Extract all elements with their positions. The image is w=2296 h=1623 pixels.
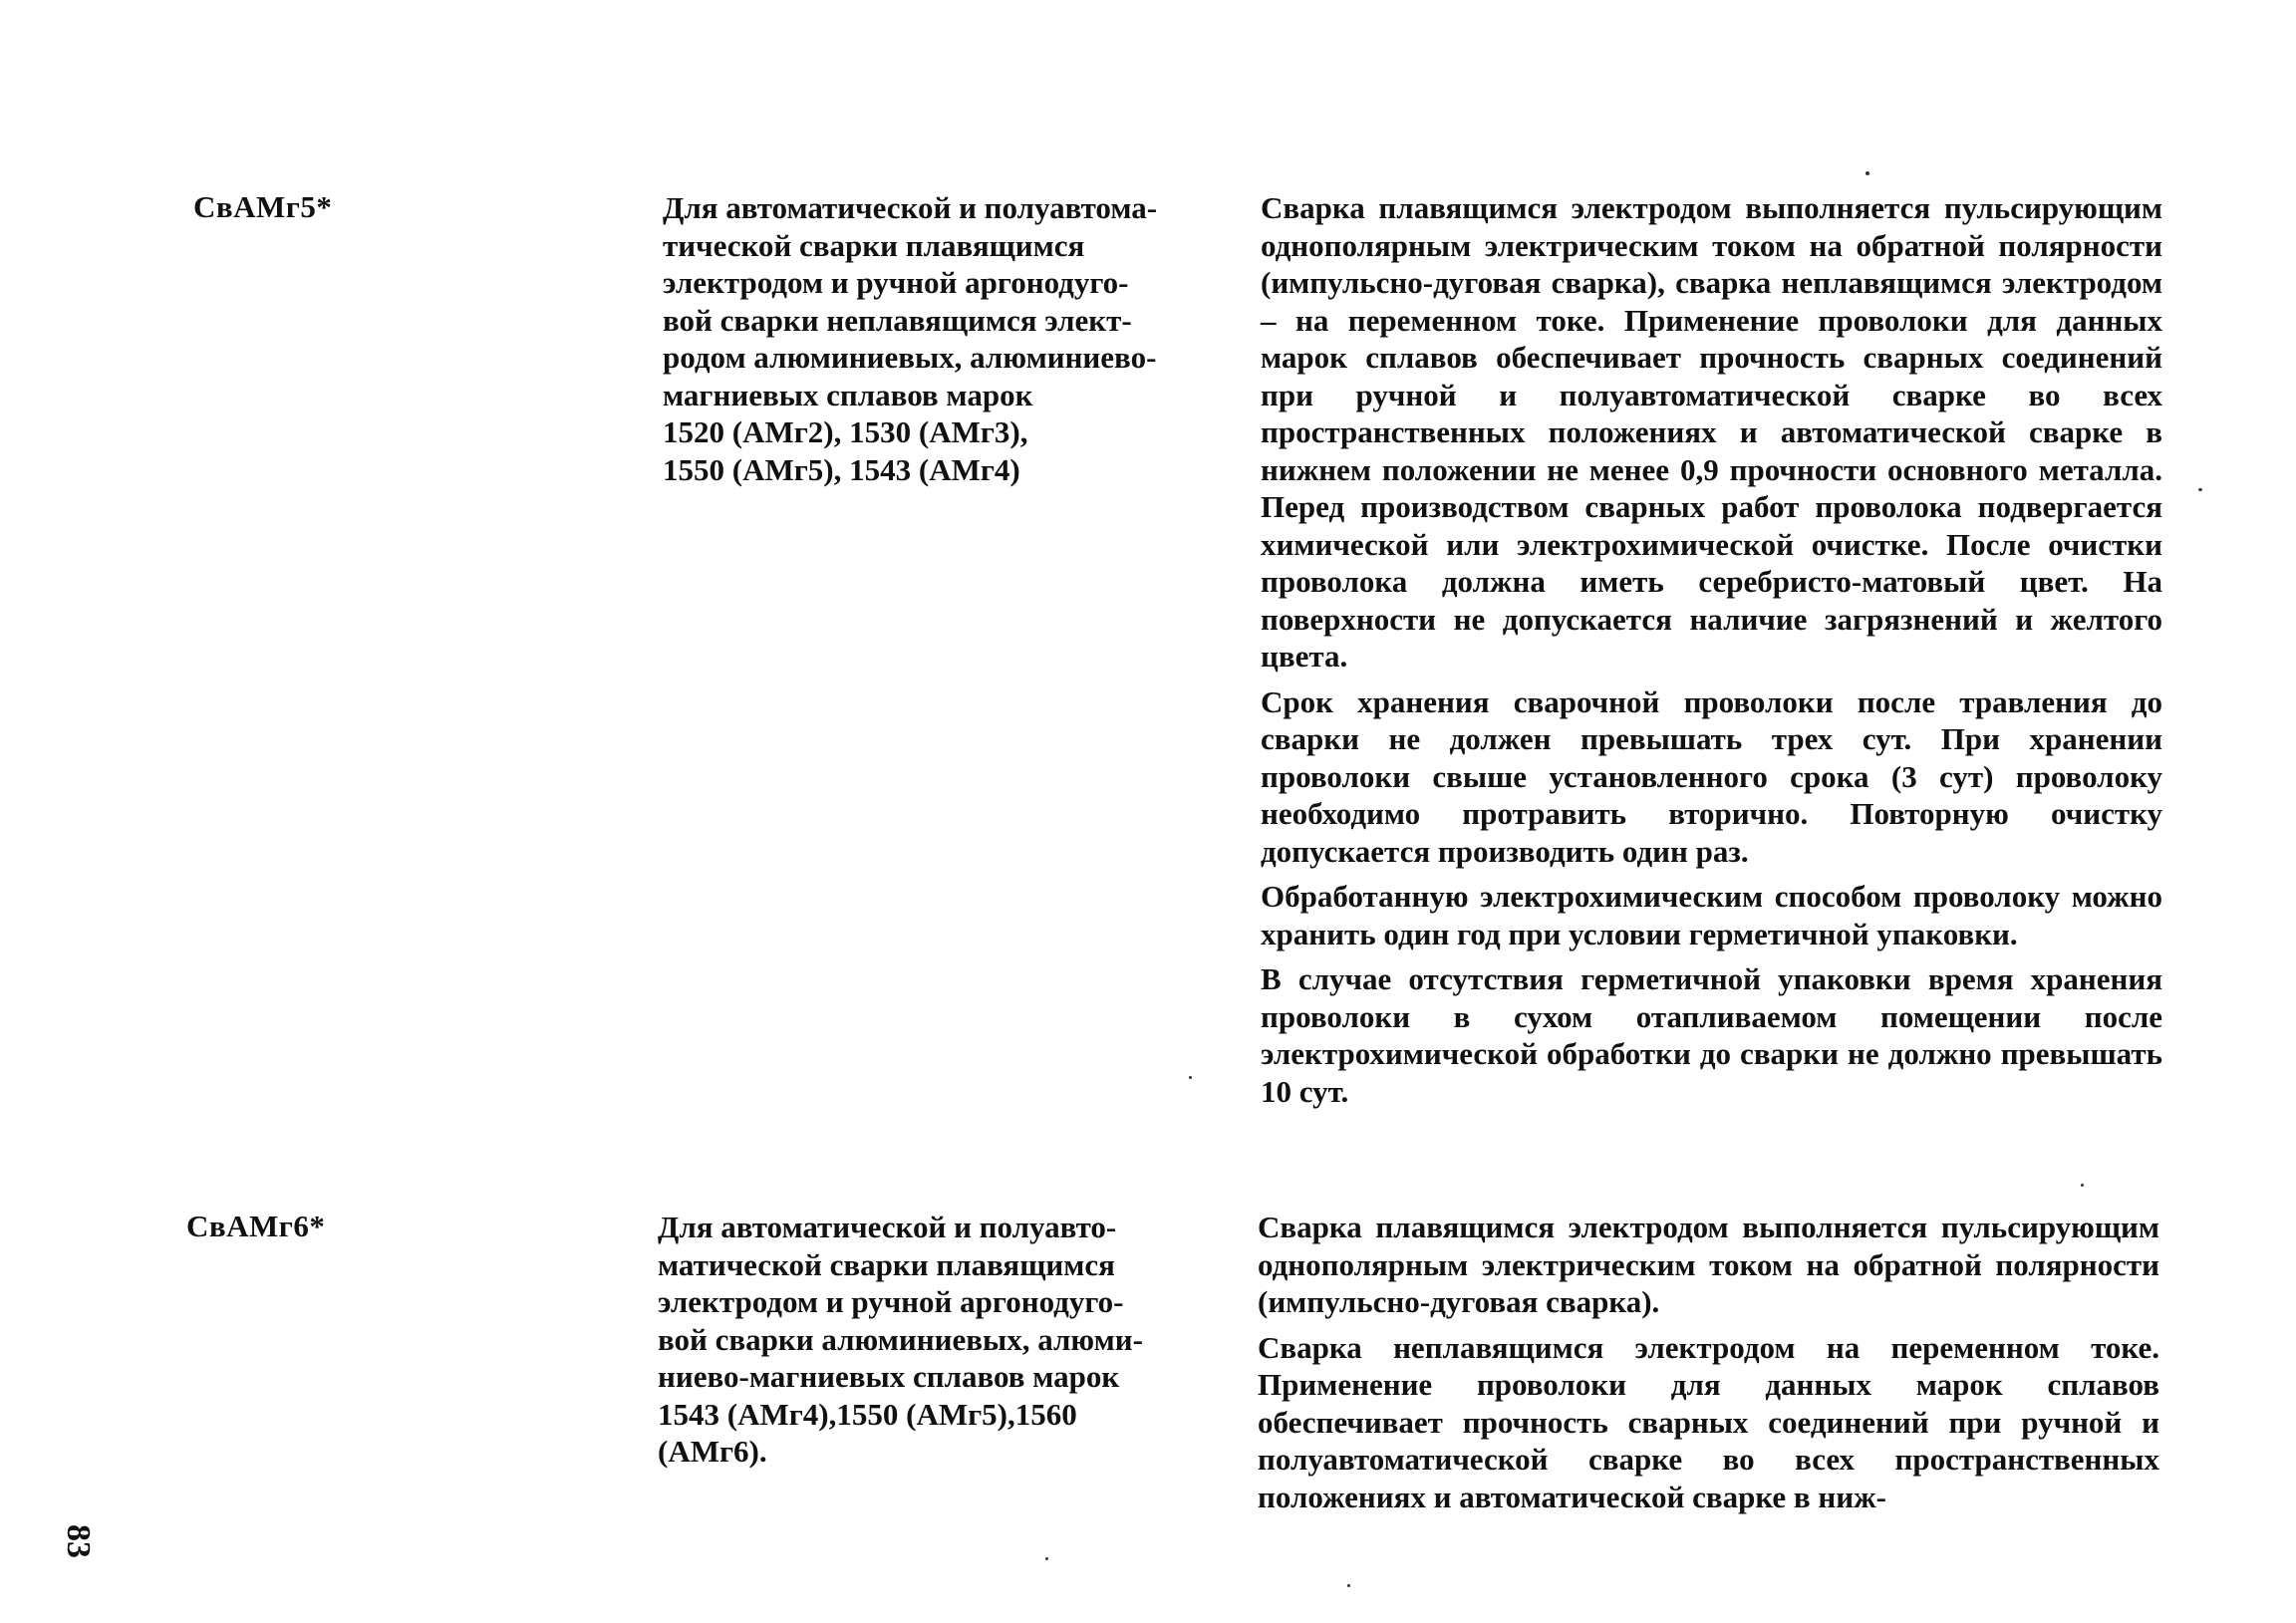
grade-label: СвАМг5*: [193, 189, 333, 224]
purpose-line: Для автоматической и полуавтома-: [663, 190, 1158, 225]
scan-speck: [1045, 1557, 1048, 1560]
notes-text: [1258, 1209, 2159, 1523]
purpose-line: вой сварки неплавящимся элект-: [663, 302, 1132, 338]
notes-text: [1261, 189, 2162, 1118]
notes-paragraph: Сварка плавящимся электродом выполняется пульсирующим однополярным электрическим током на обратной полярности (импульсно-дуговая сварка), сварка неплавящимся электродом – на переменном токе. Применение проволоки для данных марок сплавов обеспечивает прочность сварных соединений при ручной и полуавтоматической сварке во всех пространственных положениях и автоматической сварке в нижнем положении не менее 0,9 прочности основного металла. Перед производством сварных работ проволока подвергается химической или электрохимической очистке. После очистки проволока должна иметь серебристо-матовый цвет. На поверхности не допускается наличие загрязнений и желтого цвета.: [1261, 190, 2162, 674]
notes-paragraph: Сварка неплавящимся электродом на переменном токе. Применение проволоки для данных марок сплавов обеспечивает прочность сварных соединений при ручной и полуавтоматической сварке во всех пространственных положениях и автоматической сварке в ниж-: [1258, 1329, 2159, 1514]
page-number: 83: [60, 1524, 97, 1558]
purpose-text: [658, 1209, 1236, 1471]
scan-speck: [1866, 171, 1869, 175]
purpose-line: 1520 (АМг2), 1530 (АМг3),: [663, 414, 1028, 449]
scan-speck: [1189, 1076, 1192, 1079]
purpose-line: (АМг6).: [658, 1434, 767, 1469]
notes-paragraph: Сварка плавящимся электродом выполняется пульсирующим однополярным электрическим током на обратной полярности (импульсно-дуговая сварка).: [1258, 1210, 2159, 1319]
purpose-line: родом алюминиевых, алюминиево-: [663, 340, 1157, 375]
purpose-line: электродом и ручной аргонодуго-: [658, 1284, 1124, 1319]
scan-speck: [2081, 1184, 2084, 1187]
purpose-line: электродом и ручной аргонодуго-: [663, 265, 1129, 300]
purpose-line: матической сварки плавящимся: [658, 1246, 1115, 1282]
purpose-line: вой сварки алюминиевых, алюми-: [658, 1321, 1143, 1357]
scan-speck: [1347, 1584, 1350, 1587]
purpose-line: магниевых сплавов марок: [663, 377, 1033, 412]
purpose-line: 1543 (АМг4),1550 (АМг5),1560: [658, 1396, 1077, 1432]
purpose-text: [663, 189, 1241, 488]
grade-label: СвАМг6*: [186, 1209, 326, 1243]
purpose-line: 1550 (АМг5), 1543 (АМг4): [663, 451, 1020, 487]
notes-paragraph: В случае отсутствия герметичной упаковки время хранения проволоки в сухом отапливаемом помещении после электрохимической обработки до сварки не должно превышать 10 сут.: [1261, 961, 2162, 1109]
notes-paragraph: Обработанную электрохимическим способом проволоку можно хранить один год при условии герметичной упаковки.: [1261, 879, 2162, 951]
purpose-line: Для автоматической и полуавто-: [658, 1210, 1117, 1244]
scan-speck: [2198, 488, 2202, 491]
purpose-line: тической сварки плавящимся: [663, 227, 1085, 263]
notes-paragraph: Срок хранения сварочной проволоки после травления до сварки не должен превышать трех сут. При хранении проволоки свыше установленного срока (3 сут) проволоку необходимо протравить вторично. Повторную очистку допускается производить один раз.: [1261, 683, 2162, 869]
purpose-line: ниево-магниевых сплавов марок: [658, 1359, 1120, 1394]
